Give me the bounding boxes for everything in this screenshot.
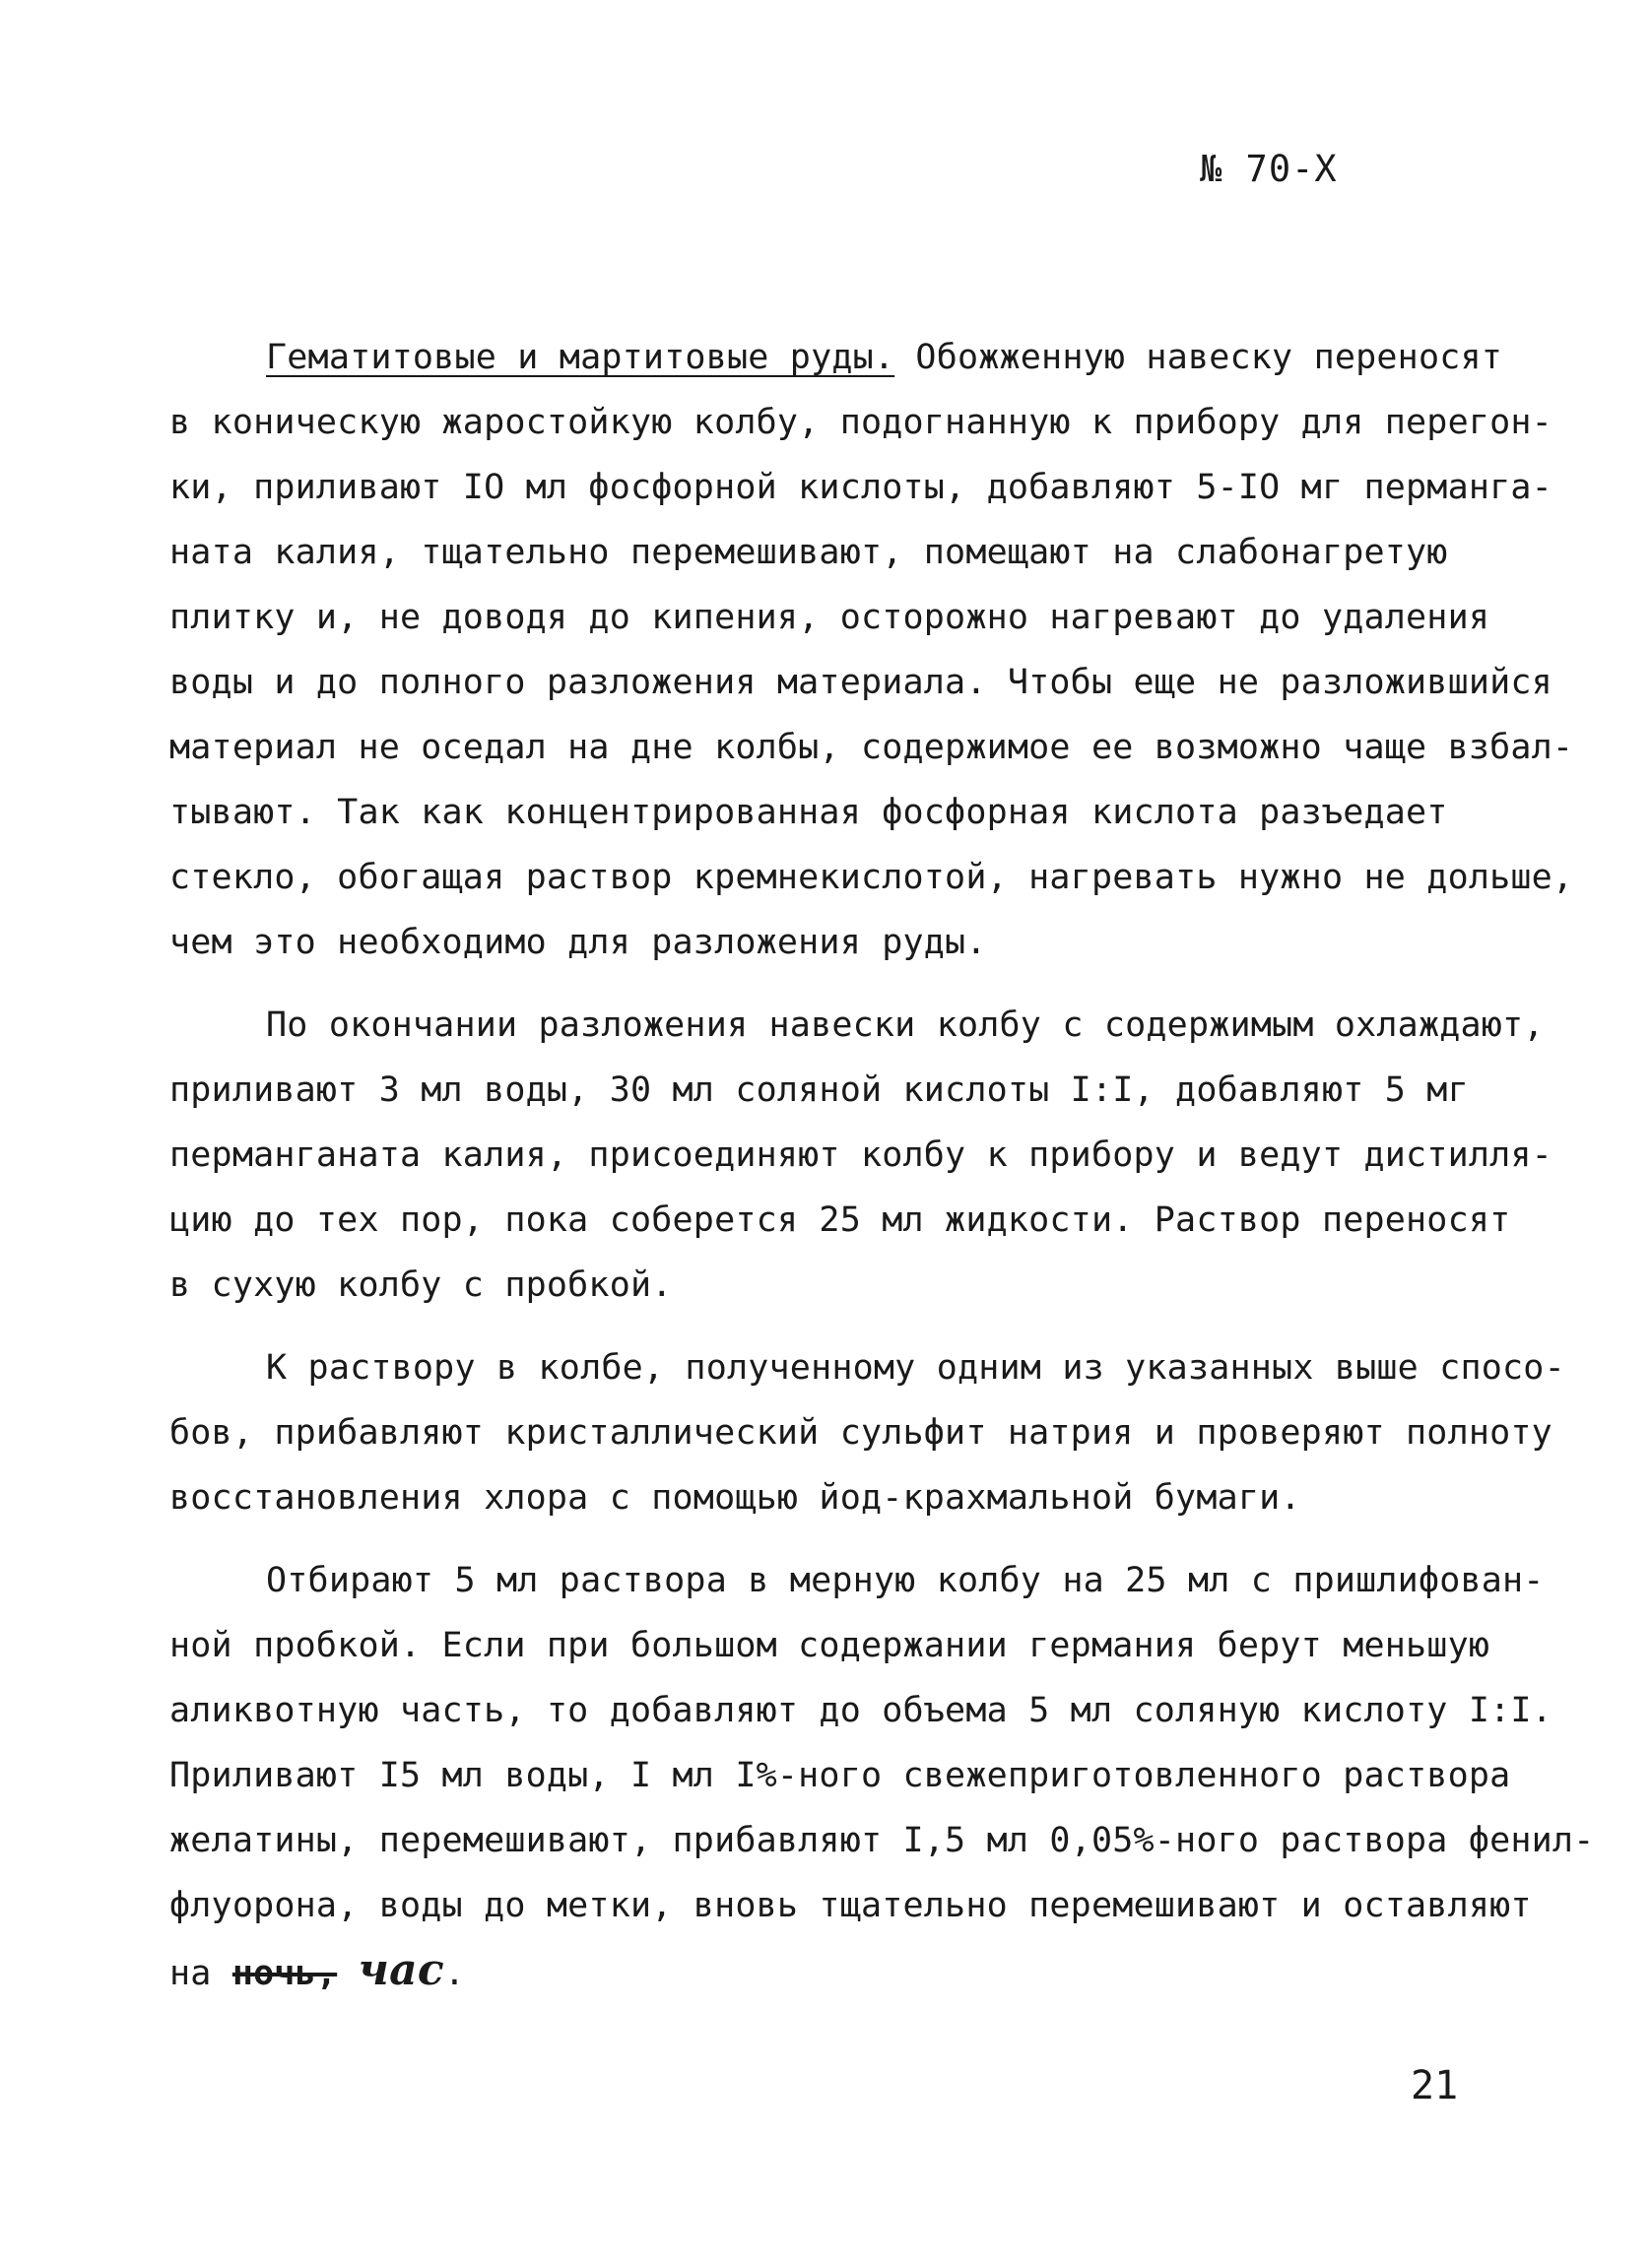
text-line: Гематитовые и мартитовые руды. Обожженную навеску переносят [266, 338, 1503, 377]
text-line: чем это необходимо для разложения руды. [169, 923, 987, 962]
text-line: приливают 3 мл воды, 30 мл соляной кислоты I:I, добавляют 5 мг [169, 1070, 1469, 1110]
text-line: в сухую колбу с пробкой. [169, 1265, 673, 1305]
text-line: восстановления хлора с помощью йод-крахмальной бумаги. [169, 1478, 1301, 1518]
text-line: ната калия, тщательно перемешивают, помещают на слабонагретую [169, 533, 1448, 572]
document-body [169, 325, 1595, 2003]
text-line: воды и до полного разложения материала. Чтобы еще не разложившийся [169, 663, 1552, 702]
text-line: Отбирают 5 мл раствора в мерную колбу на 25 мл с пришлифован- [266, 1561, 1545, 1600]
text-line: материал не оседал на дне колбы, содержимое ее возможно чаще взбал- [169, 728, 1574, 767]
section-heading: Гематитовые и мартитовые руды. [266, 338, 895, 377]
text-line: тывают. Так как концентрированная фосфорная кислота разъедает [169, 793, 1448, 832]
paragraph [169, 1548, 1595, 2003]
text-line: К раствору в колбе, полученному одним из указанных выше спосо- [266, 1348, 1565, 1388]
text-line: на ночь, час. [169, 1945, 466, 1995]
text-line: плитку и, не доводя до кипения, осторожно нагревают до удаления [169, 598, 1490, 637]
page-number: 21 [1411, 2063, 1459, 2108]
text-line: По окончании разложения навески колбу с содержимым охлаждают, [266, 1005, 1545, 1045]
paragraph [169, 993, 1552, 1318]
struck-out-word: ночь, [231, 1954, 338, 1993]
text-line: цию до тех пор, пока соберется 25 мл жидкости. Раствор переносят [169, 1200, 1511, 1240]
text-line: в коническую жаростойкую колбу, подогнанную к прибору для перегон- [169, 403, 1552, 442]
paragraph [169, 1335, 1565, 1530]
text-line: ной пробкой. Если при большом содержании германия берут меньшую [169, 1626, 1490, 1665]
text-line: аликвотную часть, то добавляют до объема 5 мл соляную кислоту I:I. [169, 1691, 1552, 1730]
handwritten-correction: час [358, 1945, 444, 1995]
text-line: стекло, обогащая раствор кремнекислотой, нагревать нужно не дольше, [169, 858, 1574, 897]
text-line: Приливают I5 мл воды, I мл I%-ного свежеприготовленного раствора [169, 1756, 1511, 1795]
paragraph [169, 325, 1574, 975]
text-line: бов, прибавляют кристаллический сульфит натрия и проверяют полноту [169, 1413, 1552, 1453]
text-line: флуорона, воды до метки, вновь тщательно перемешивают и оставляют [169, 1886, 1532, 1925]
text-line: желатины, перемешивают, прибавляют I,5 мл 0,05%-ного раствора фенил- [169, 1821, 1595, 1860]
text-line: перманганата калия, присоединяют колбу к прибору и ведут дистилля- [169, 1135, 1552, 1175]
text-line: ки, приливают IO мл фосфорной кислоты, добавляют 5-IO мг перманга- [169, 468, 1552, 507]
document-number: № 70-Х [1200, 148, 1338, 190]
